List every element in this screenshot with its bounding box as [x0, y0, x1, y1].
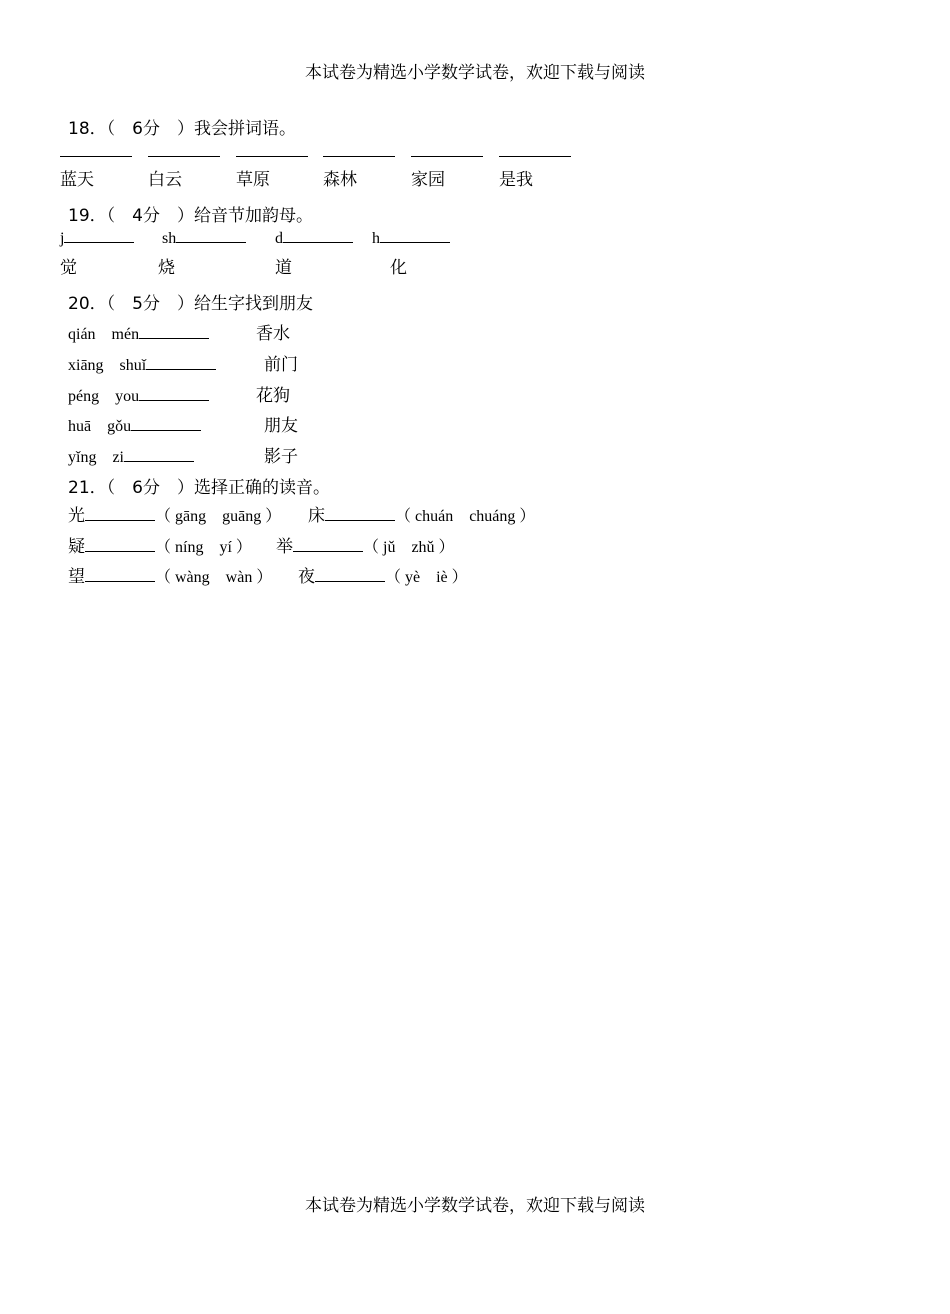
- page-footer: 本试卷为精选小学数学试卷，欢迎下载与阅读: [305, 1196, 645, 1216]
- answer-line[interactable]: [499, 156, 571, 157]
- q18-word: 家园: [411, 170, 445, 190]
- q21-options: （ yè iè ）: [385, 569, 468, 586]
- q21-options: （ chuán chuáng ）: [395, 508, 536, 525]
- q20-pinyin: yǐng zi: [68, 449, 124, 466]
- q21-item: [68, 562, 272, 587]
- q21-options: （ gāng guāng ）: [155, 508, 282, 525]
- q19-char: 化: [390, 258, 407, 278]
- question-18-title: [68, 114, 296, 139]
- q20-pinyin-item: [68, 383, 209, 406]
- q19-initial: d: [275, 230, 283, 247]
- q21-char: 疑: [68, 537, 85, 557]
- q20-pinyin: qián mén: [68, 326, 140, 343]
- answer-blank[interactable]: [283, 229, 353, 243]
- answer-blank[interactable]: [146, 356, 216, 370]
- q20-word: 前门: [264, 355, 298, 375]
- q20-pinyin: xiāng shuǐ: [68, 357, 147, 374]
- q21-char: 光: [68, 506, 85, 526]
- question-18-text: 18．（ 6分 ）我会拼词语。: [68, 119, 296, 139]
- answer-blank[interactable]: [124, 448, 194, 462]
- page-header: 本试卷为精选小学数学试卷，欢迎下载与阅读: [305, 63, 645, 83]
- answer-blank[interactable]: [139, 325, 209, 339]
- q19-initial: j: [60, 230, 65, 247]
- q19-char: 觉: [60, 258, 77, 278]
- q21-item: [68, 501, 281, 526]
- q21-char: 夜: [298, 567, 315, 587]
- answer-line[interactable]: [148, 156, 220, 157]
- q21-char: 举: [276, 537, 293, 557]
- q18-word: 白云: [148, 170, 182, 190]
- answer-line[interactable]: [411, 156, 483, 157]
- q20-pinyin-item: [68, 413, 201, 436]
- answer-line[interactable]: [236, 156, 308, 157]
- question-20-title: 20．（ 5分 ）给生字找到朋友: [68, 294, 313, 314]
- q18-word: 蓝天: [60, 170, 94, 190]
- answer-blank[interactable]: [139, 387, 209, 401]
- q21-options: （ níng yí ）: [155, 539, 252, 556]
- q18-word: 草原: [236, 170, 270, 190]
- question-19-title: 19．（ 4分 ）给音节加韵母。: [68, 206, 313, 226]
- answer-blank[interactable]: [64, 229, 134, 243]
- q20-word: 香水: [256, 324, 290, 344]
- q19-initial-item: [60, 229, 134, 248]
- answer-blank[interactable]: [131, 417, 201, 431]
- answer-blank[interactable]: [85, 568, 155, 582]
- answer-blank[interactable]: [325, 507, 395, 521]
- answer-blank[interactable]: [85, 538, 155, 552]
- q18-word: 森林: [323, 170, 357, 190]
- answer-blank[interactable]: [293, 538, 363, 552]
- q19-initial: h: [372, 230, 380, 247]
- q18-word: 是我: [499, 170, 533, 190]
- q21-item: [298, 562, 468, 587]
- q19-char: 道: [275, 258, 292, 278]
- q20-pinyin: huā gǒu: [68, 418, 132, 435]
- question-21-title: 21．（ 6分 ）选择正确的读音。: [68, 478, 330, 498]
- answer-blank[interactable]: [315, 568, 385, 582]
- q21-char: 望: [68, 567, 85, 587]
- q21-options: （ jǔ zhǔ ）: [363, 539, 455, 556]
- q19-initial-item: [372, 229, 450, 248]
- q20-pinyin-item: [68, 352, 216, 375]
- answer-line[interactable]: [60, 156, 132, 157]
- answer-blank[interactable]: [380, 229, 450, 243]
- answer-blank[interactable]: [176, 229, 246, 243]
- answer-blank[interactable]: [85, 507, 155, 521]
- q21-item: [68, 532, 252, 557]
- q20-word: 朋友: [264, 416, 298, 436]
- q19-initial-item: [275, 229, 353, 248]
- q21-char: 床: [308, 506, 325, 526]
- q19-char: 烧: [158, 258, 175, 278]
- q19-initial: sh: [162, 230, 177, 247]
- q19-initial-item: [162, 229, 246, 248]
- answer-line[interactable]: [323, 156, 395, 157]
- q20-pinyin-item: [68, 321, 209, 344]
- q21-item: [276, 532, 455, 557]
- q20-pinyin: péng you: [68, 388, 140, 405]
- q21-options: （ wàng wàn ）: [155, 569, 273, 586]
- q20-word: 影子: [264, 447, 298, 467]
- q20-pinyin-item: [68, 444, 194, 467]
- q20-word: 花狗: [256, 386, 290, 406]
- q21-item: [308, 501, 535, 526]
